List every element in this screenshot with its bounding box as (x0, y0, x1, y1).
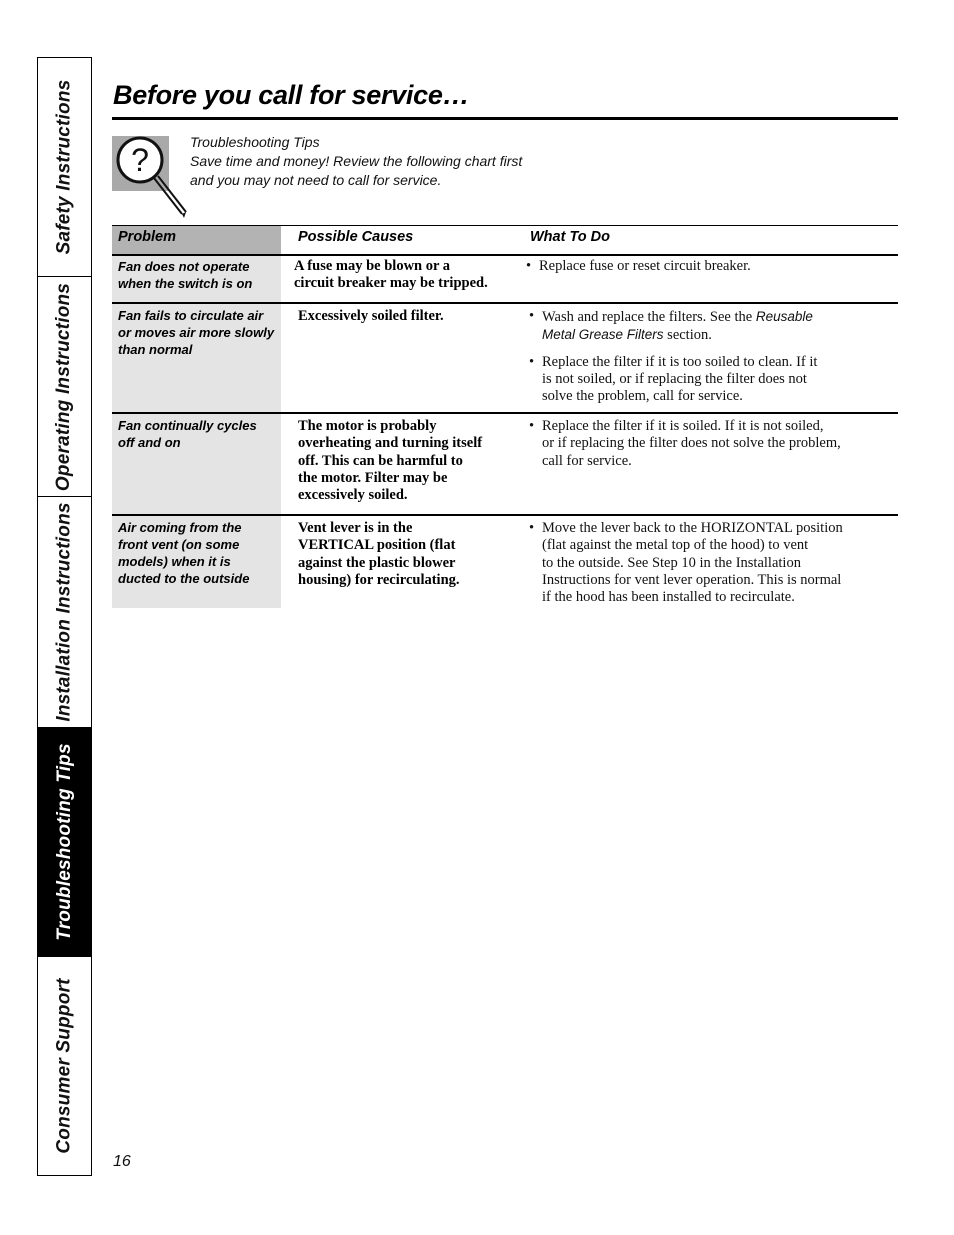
svg-text:?: ? (131, 142, 149, 178)
todo-italic-text: Reusable (755, 309, 813, 324)
todo-line: to the outside. See Step 10 in the Installation (542, 554, 801, 571)
cause-line: against the plastic blower (298, 554, 456, 571)
cause-cell (298, 418, 518, 504)
cause-line: housing) for recirculating. (298, 571, 460, 588)
cause-line: Vent lever is in the (298, 520, 413, 536)
todo-line: call for service. (542, 452, 632, 469)
cause-line: off. This can be harmful to (298, 452, 463, 469)
problem-line: Fan fails to circulate air (118, 308, 264, 323)
tab-operating-instructions[interactable] (38, 277, 91, 497)
tab-label: Troubleshooting Tips (53, 743, 75, 941)
problem-line: off and on (118, 435, 181, 450)
cause-line: excessively soiled. (298, 487, 408, 504)
tips-text (190, 133, 590, 190)
tab-troubleshooting-tips[interactable] (38, 728, 91, 957)
todo-line: is not soiled, or if replacing the filter does not (542, 370, 807, 387)
problem-cell (118, 417, 278, 451)
question-mark-magnifier-icon (112, 134, 192, 220)
header-what-to-do: What To Do (530, 229, 610, 245)
problem-line: or moves air more slowly (118, 325, 275, 340)
header-possible-causes: Possible Causes (298, 229, 414, 245)
todo-text: section. (663, 327, 712, 344)
cause-line: The motor is probably (298, 418, 437, 434)
todo-item: • Replace fuse or reset circuit breaker. (526, 258, 896, 275)
tab-safety-instructions[interactable] (38, 58, 91, 277)
problem-cell (118, 307, 278, 358)
cause-line: overheating and turning itself (298, 435, 483, 452)
cause-line: the motor. Filter may be (298, 469, 448, 486)
problem-line: Air coming from the (118, 520, 242, 535)
tab-label: Consumer Support (53, 978, 75, 1154)
header-problem: Problem (118, 229, 177, 245)
todo-item: • Wash and replace the filters. See the Reusable Metal Grease Filters section. (529, 308, 813, 344)
tips-line: and you may not need to call for service. (190, 172, 442, 188)
problem-line: than normal (118, 342, 193, 357)
todo-line: Replace the filter if it is too soiled to clean. If it (542, 353, 818, 370)
problem-line: ducted to the outside (118, 571, 250, 586)
todo-item: • Replace the filter if it is too soiled to clean. If it is not soiled, or if replacing the filter does not solve the problem, call for service. (529, 354, 899, 406)
title-rule (112, 117, 898, 120)
tab-label: Installation Instructions (53, 502, 75, 722)
tips-line: Save time and money! Review the following chart first (190, 153, 523, 169)
cause-line: VERTICAL position (flat (298, 537, 456, 554)
todo-text: Wash and replace the filters. See the (542, 309, 756, 325)
problem-line: front vent (on some (118, 537, 240, 552)
problem-cell (118, 519, 278, 587)
tab-consumer-support[interactable] (38, 957, 91, 1175)
page-number: 16 (113, 1153, 131, 1170)
todo-item: • Replace the filter if it is soiled. If it is not soiled, or if replacing the filter does not solve the problem, call for service. (529, 418, 899, 470)
todo-line: Move the lever back to the HORIZONTAL position (542, 520, 843, 536)
tab-label: Operating Instructions (53, 282, 75, 491)
todo-line: Replace the filter if it is soiled. If it is not soiled, (542, 418, 824, 434)
problem-cell (118, 258, 278, 292)
tab-installation-instructions[interactable] (38, 497, 91, 728)
problem-line: Fan continually cycles (118, 418, 257, 433)
cause-line: A fuse may be blown or a (294, 258, 451, 274)
todo-cell (529, 418, 899, 470)
todo-item: • Move the lever back to the HORIZONTAL position (flat against the metal top of the hood) to vent to the outside. See Step 10 in the Installation Instructions for vent lever operation. This is normal if the hood has been installed to recirculate. (529, 520, 899, 606)
todo-cell (529, 308, 899, 405)
cause-line: Excessively soiled filter. (298, 308, 444, 324)
cause-cell (298, 520, 518, 589)
todo-cell (529, 520, 899, 606)
page-title: Before you call for service… (113, 80, 470, 110)
side-tabs (37, 57, 92, 1176)
todo-line: Replace fuse or reset circuit breaker. (539, 258, 751, 274)
cause-cell (294, 258, 514, 293)
todo-cell (526, 258, 896, 275)
todo-line: (flat against the metal top of the hood) to vent (542, 537, 809, 554)
tips-heading: Troubleshooting Tips (190, 134, 320, 150)
cause-line: circuit breaker may be tripped. (294, 275, 488, 292)
cause-cell (298, 308, 518, 325)
todo-line: if the hood has been installed to recirculate. (542, 589, 795, 606)
problem-line: models) when it is (118, 554, 231, 569)
tab-label: Safety Instructions (53, 79, 75, 255)
todo-line: Instructions for vent lever operation. This is normal (542, 571, 842, 588)
todo-italic-text: Metal Grease Filters (542, 327, 664, 343)
problem-line: when the switch is on (118, 276, 253, 291)
problem-line: Fan does not operate (118, 259, 250, 274)
todo-line: solve the problem, call for service. (542, 388, 743, 405)
todo-line: or if replacing the filter does not solve the problem, (542, 435, 841, 452)
